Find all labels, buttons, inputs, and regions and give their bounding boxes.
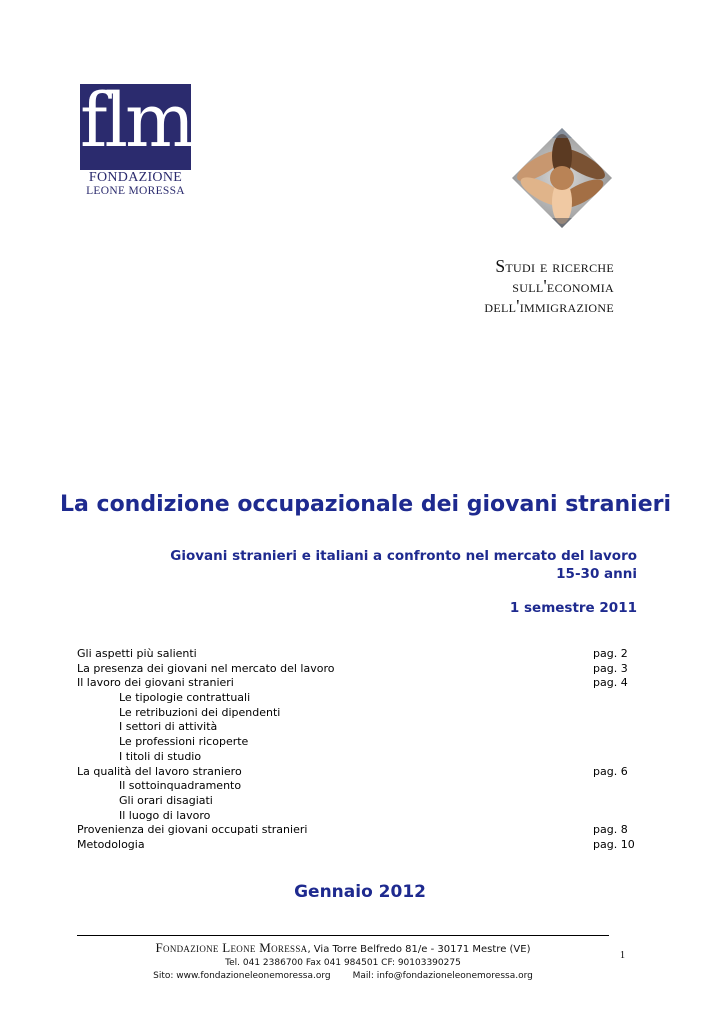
toc-entry	[77, 691, 635, 706]
footer-address: , Via Torre Belfredo 81/e - 30171 Mestre (VE)	[307, 944, 531, 955]
series-line-1: Studi e ricerche	[495, 256, 614, 276]
toc-entry	[77, 720, 635, 735]
footer-address-line	[77, 940, 609, 957]
page-number: 1	[620, 950, 625, 961]
toc-entry	[77, 662, 635, 677]
toc-entry	[77, 779, 635, 794]
toc-entry-label: Provenienza dei giovani occupati stranieri	[77, 823, 308, 837]
toc-entry-page: pag. 3	[593, 661, 628, 675]
toc-entry-page: pag. 10	[593, 837, 635, 851]
footer-divider	[77, 935, 609, 936]
logo-mark: flm	[80, 78, 193, 164]
toc-entry	[77, 765, 635, 780]
toc-entry	[77, 750, 635, 765]
toc-entry-page: pag. 2	[593, 647, 628, 660]
toc-entry	[77, 706, 635, 721]
toc-entry-label: Gli orari disagiati	[119, 793, 213, 807]
toc-entry	[77, 647, 635, 662]
toc-entry-label: Gli aspetti più salienti	[77, 647, 197, 660]
toc-entry	[77, 794, 635, 809]
toc-entry	[77, 735, 635, 750]
toc-entry-page: pag. 8	[593, 823, 628, 837]
toc-entry-label: Le retribuzioni dei dipendenti	[119, 705, 281, 719]
toc-entry-label: I settori di attività	[119, 720, 218, 734]
footer-web-line	[77, 970, 609, 983]
footer-site: Sito: www.fondazioneleonemoressa.org	[153, 971, 331, 981]
toc-entry-label: Il lavoro dei giovani stranieri	[77, 676, 234, 690]
toc-entry	[77, 838, 635, 853]
toc-entry	[77, 823, 635, 838]
toc-entry-label: Le tipologie contrattuali	[119, 691, 251, 705]
toc-entry-label: I titoli di studio	[119, 749, 202, 763]
toc-entry	[77, 676, 635, 691]
series-line-2: sull'economia	[512, 276, 614, 296]
logo-box	[80, 78, 193, 170]
toc-entry	[77, 809, 635, 824]
toc-entry-label: Il luogo di lavoro	[119, 808, 211, 822]
footer-mail: Mail: info@fondazioneleonemoressa.org	[352, 971, 533, 981]
stacked-hands-photo-icon	[510, 126, 614, 230]
footer-org: Fondazione Leone Moressa	[155, 940, 308, 955]
toc-entry-page: pag. 6	[593, 764, 628, 778]
logo-text-line2: LEONE MORESSA	[86, 185, 185, 197]
toc-entry-label: La qualità del lavoro straniero	[77, 764, 242, 778]
subtitle-line-2: 15-30 anni	[556, 566, 637, 582]
series-title	[360, 256, 614, 316]
footer	[77, 940, 609, 983]
toc-entry-page: pag. 4	[593, 676, 628, 690]
report-subtitle	[100, 547, 637, 583]
publication-date: Gennaio 2012	[294, 882, 426, 902]
table-of-contents	[77, 647, 635, 853]
toc-entry-label: Metodologia	[77, 837, 145, 851]
toc-entry-label: Le professioni ricoperte	[119, 735, 249, 749]
logo-text-line1: FONDAZIONE	[88, 170, 183, 185]
report-title: La condizione occupazionale dei giovani stranieri	[60, 492, 672, 517]
foundation-logo	[80, 78, 193, 198]
footer-contacts: Tel. 041 2386700 Fax 041 984501 CF: 90103390275	[225, 958, 461, 968]
toc-entry-label: Il sottoinquadramento	[119, 779, 242, 793]
subtitle-line-1: Giovani stranieri e italiani a confronto nel mercato del lavoro	[170, 548, 637, 564]
toc-entry-label: La presenza dei giovani nel mercato del lavoro	[77, 661, 335, 675]
series-line-3: dell'immigrazione	[484, 296, 614, 316]
report-period: 1 semestre 2011	[509, 600, 637, 616]
